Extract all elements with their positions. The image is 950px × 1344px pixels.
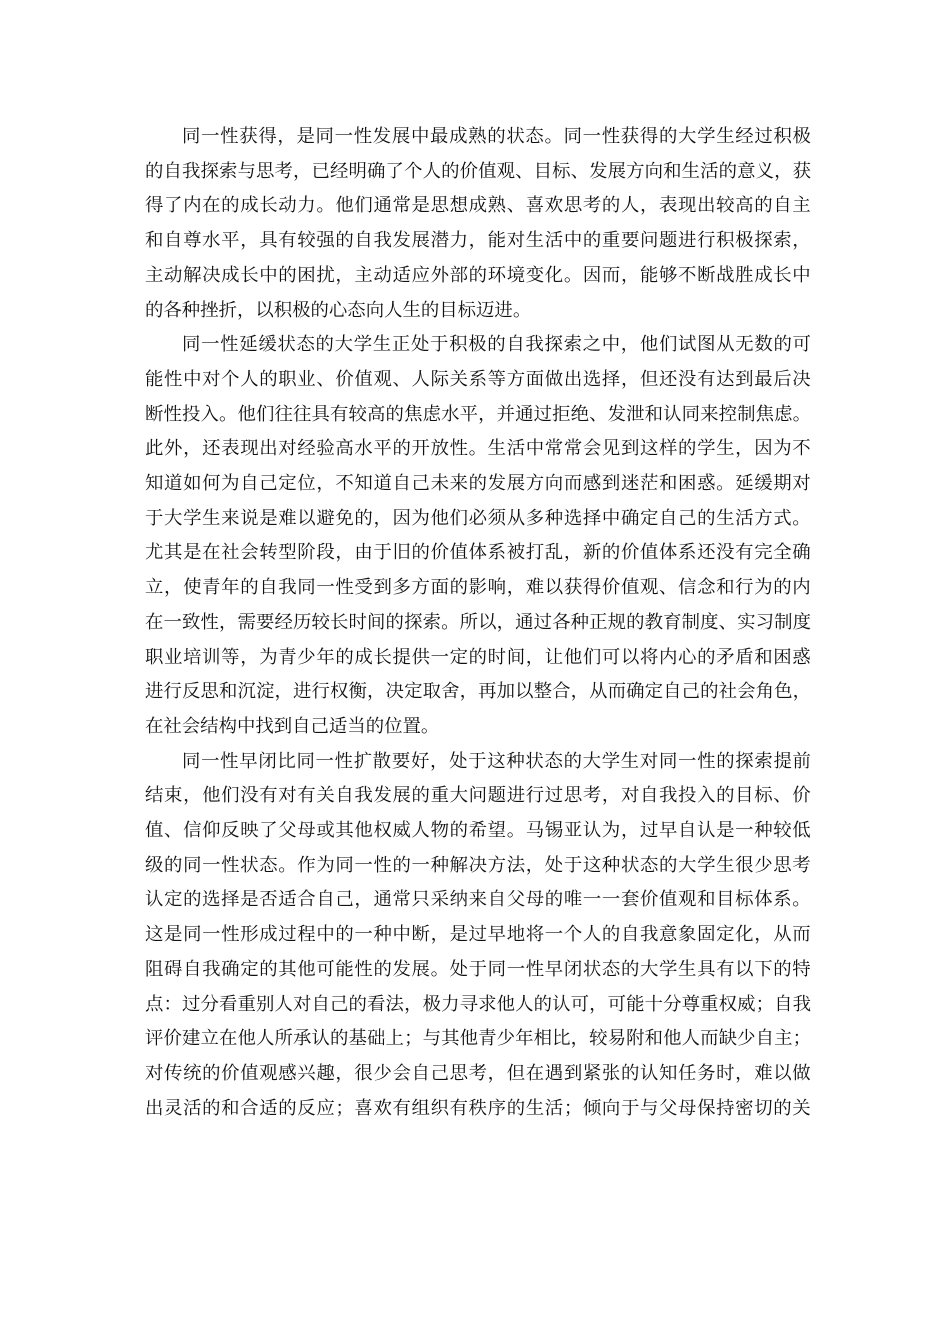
paragraph-identity-achievement bbox=[145, 120, 811, 328]
text-line: 对传统的价值观感兴趣，很少会自己思考，但在遇到紧张的认知任务时，难以做 bbox=[145, 1062, 812, 1084]
text-line: 的自我探索与思考，已经明确了个人的价值观、目标、发展方向和生活的意义，获 bbox=[145, 160, 812, 182]
text-line: 同一性获得，是同一性发展中最成熟的状态。同一性获得的大学生经过积极 bbox=[182, 126, 812, 147]
text-line: 点：过分看重别人对自己的看法，极力寻求他人的认可，可能十分尊重权威；自我 bbox=[145, 993, 812, 1015]
text-line: 断性投入。他们往往具有较高的焦虑水平，并通过拒绝、发泄和认同来控制焦虑。 bbox=[145, 403, 812, 425]
text-line: 尤其是在社会转型阶段，由于旧的价值体系被打乱，新的价值体系还没有完全确 bbox=[145, 542, 812, 564]
text-line: 主动解决成长中的困扰，主动适应外部的环境变化。因而，能够不断战胜成长中 bbox=[145, 264, 812, 286]
text-line: 同一性早闭比同一性扩散要好，处于这种状态的大学生对同一性的探索提前 bbox=[182, 750, 812, 772]
text-line: 的各种挫折，以积极的心态向人生的目标迈进。 bbox=[145, 299, 532, 321]
text-line: 此外，还表现出对经验高水平的开放性。生活中常常会见到这样的学生，因为不 bbox=[145, 438, 812, 460]
text-line: 和自尊水平，具有较强的自我发展潜力，能对生活中的重要问题进行积极探索， bbox=[145, 230, 812, 252]
text-line: 能性中对个人的职业、价值观、人际关系等方面做出选择，但还没有达到最后决 bbox=[145, 368, 812, 390]
text-line: 得了内在的成长动力。他们通常是思想成熟、喜欢思考的人，表现出较高的自主 bbox=[145, 195, 812, 217]
paragraph-identity-moratorium bbox=[145, 328, 811, 744]
text-line: 在一致性，需要经历较长时间的探索。所以，通过各种正规的教育制度、实习制度 bbox=[145, 611, 812, 633]
text-line: 评价建立在他人所承认的基础上；与其他青少年相比，较易附和他人而缺少自主； bbox=[145, 1028, 812, 1050]
text-line: 出灵活的和合适的反应；喜欢有组织有秩序的生活；倾向于与父母保持密切的关 bbox=[145, 1097, 812, 1119]
text-line: 在社会结构中找到自己适当的位置。 bbox=[145, 715, 440, 737]
text-line: 职业培训等，为青少年的成长提供一定的时间，让他们可以将内心的矛盾和困惑 bbox=[145, 646, 812, 668]
document-page bbox=[145, 120, 811, 1126]
text-line: 于大学生来说是难以避免的，因为他们必须从多种选择中确定自己的生活方式。 bbox=[145, 507, 812, 529]
text-line: 知道如何为自己定位，不知道自己未来的发展方向而感到迷茫和困惑。延缓期对 bbox=[145, 473, 812, 495]
text-line: 认定的选择是否适合自己，通常只采纳来自父母的唯一一套价值观和目标体系。 bbox=[145, 889, 812, 911]
text-line: 值、信仰反映了父母或其他权威人物的希望。马锡亚认为，过早自认是一种较低 bbox=[145, 820, 812, 842]
text-line: 同一性延缓状态的大学生正处于积极的自我探索之中，他们试图从无数的可 bbox=[182, 334, 812, 356]
text-line: 结束，他们没有对有关自我发展的重大问题进行过思考，对自我投入的目标、价 bbox=[145, 785, 812, 807]
text-line: 这是同一性形成过程中的一种中断，是过早地将一个人的自我意象固定化，从而 bbox=[145, 924, 812, 946]
text-line: 级的同一性状态。作为同一性的一种解决方法，处于这种状态的大学生很少思考 bbox=[145, 854, 812, 876]
paragraph-identity-foreclosure bbox=[145, 745, 811, 1127]
text-line: 进行反思和沉淀，进行权衡，决定取舍，再加以整合，从而确定自己的社会角色， bbox=[145, 681, 812, 703]
text-line: 阻碍自我确定的其他可能性的发展。处于同一性早闭状态的大学生具有以下的特 bbox=[145, 958, 812, 980]
text-line: 立，使青年的自我同一性受到多方面的影响，难以获得价值观、信念和行为的内 bbox=[145, 577, 812, 599]
